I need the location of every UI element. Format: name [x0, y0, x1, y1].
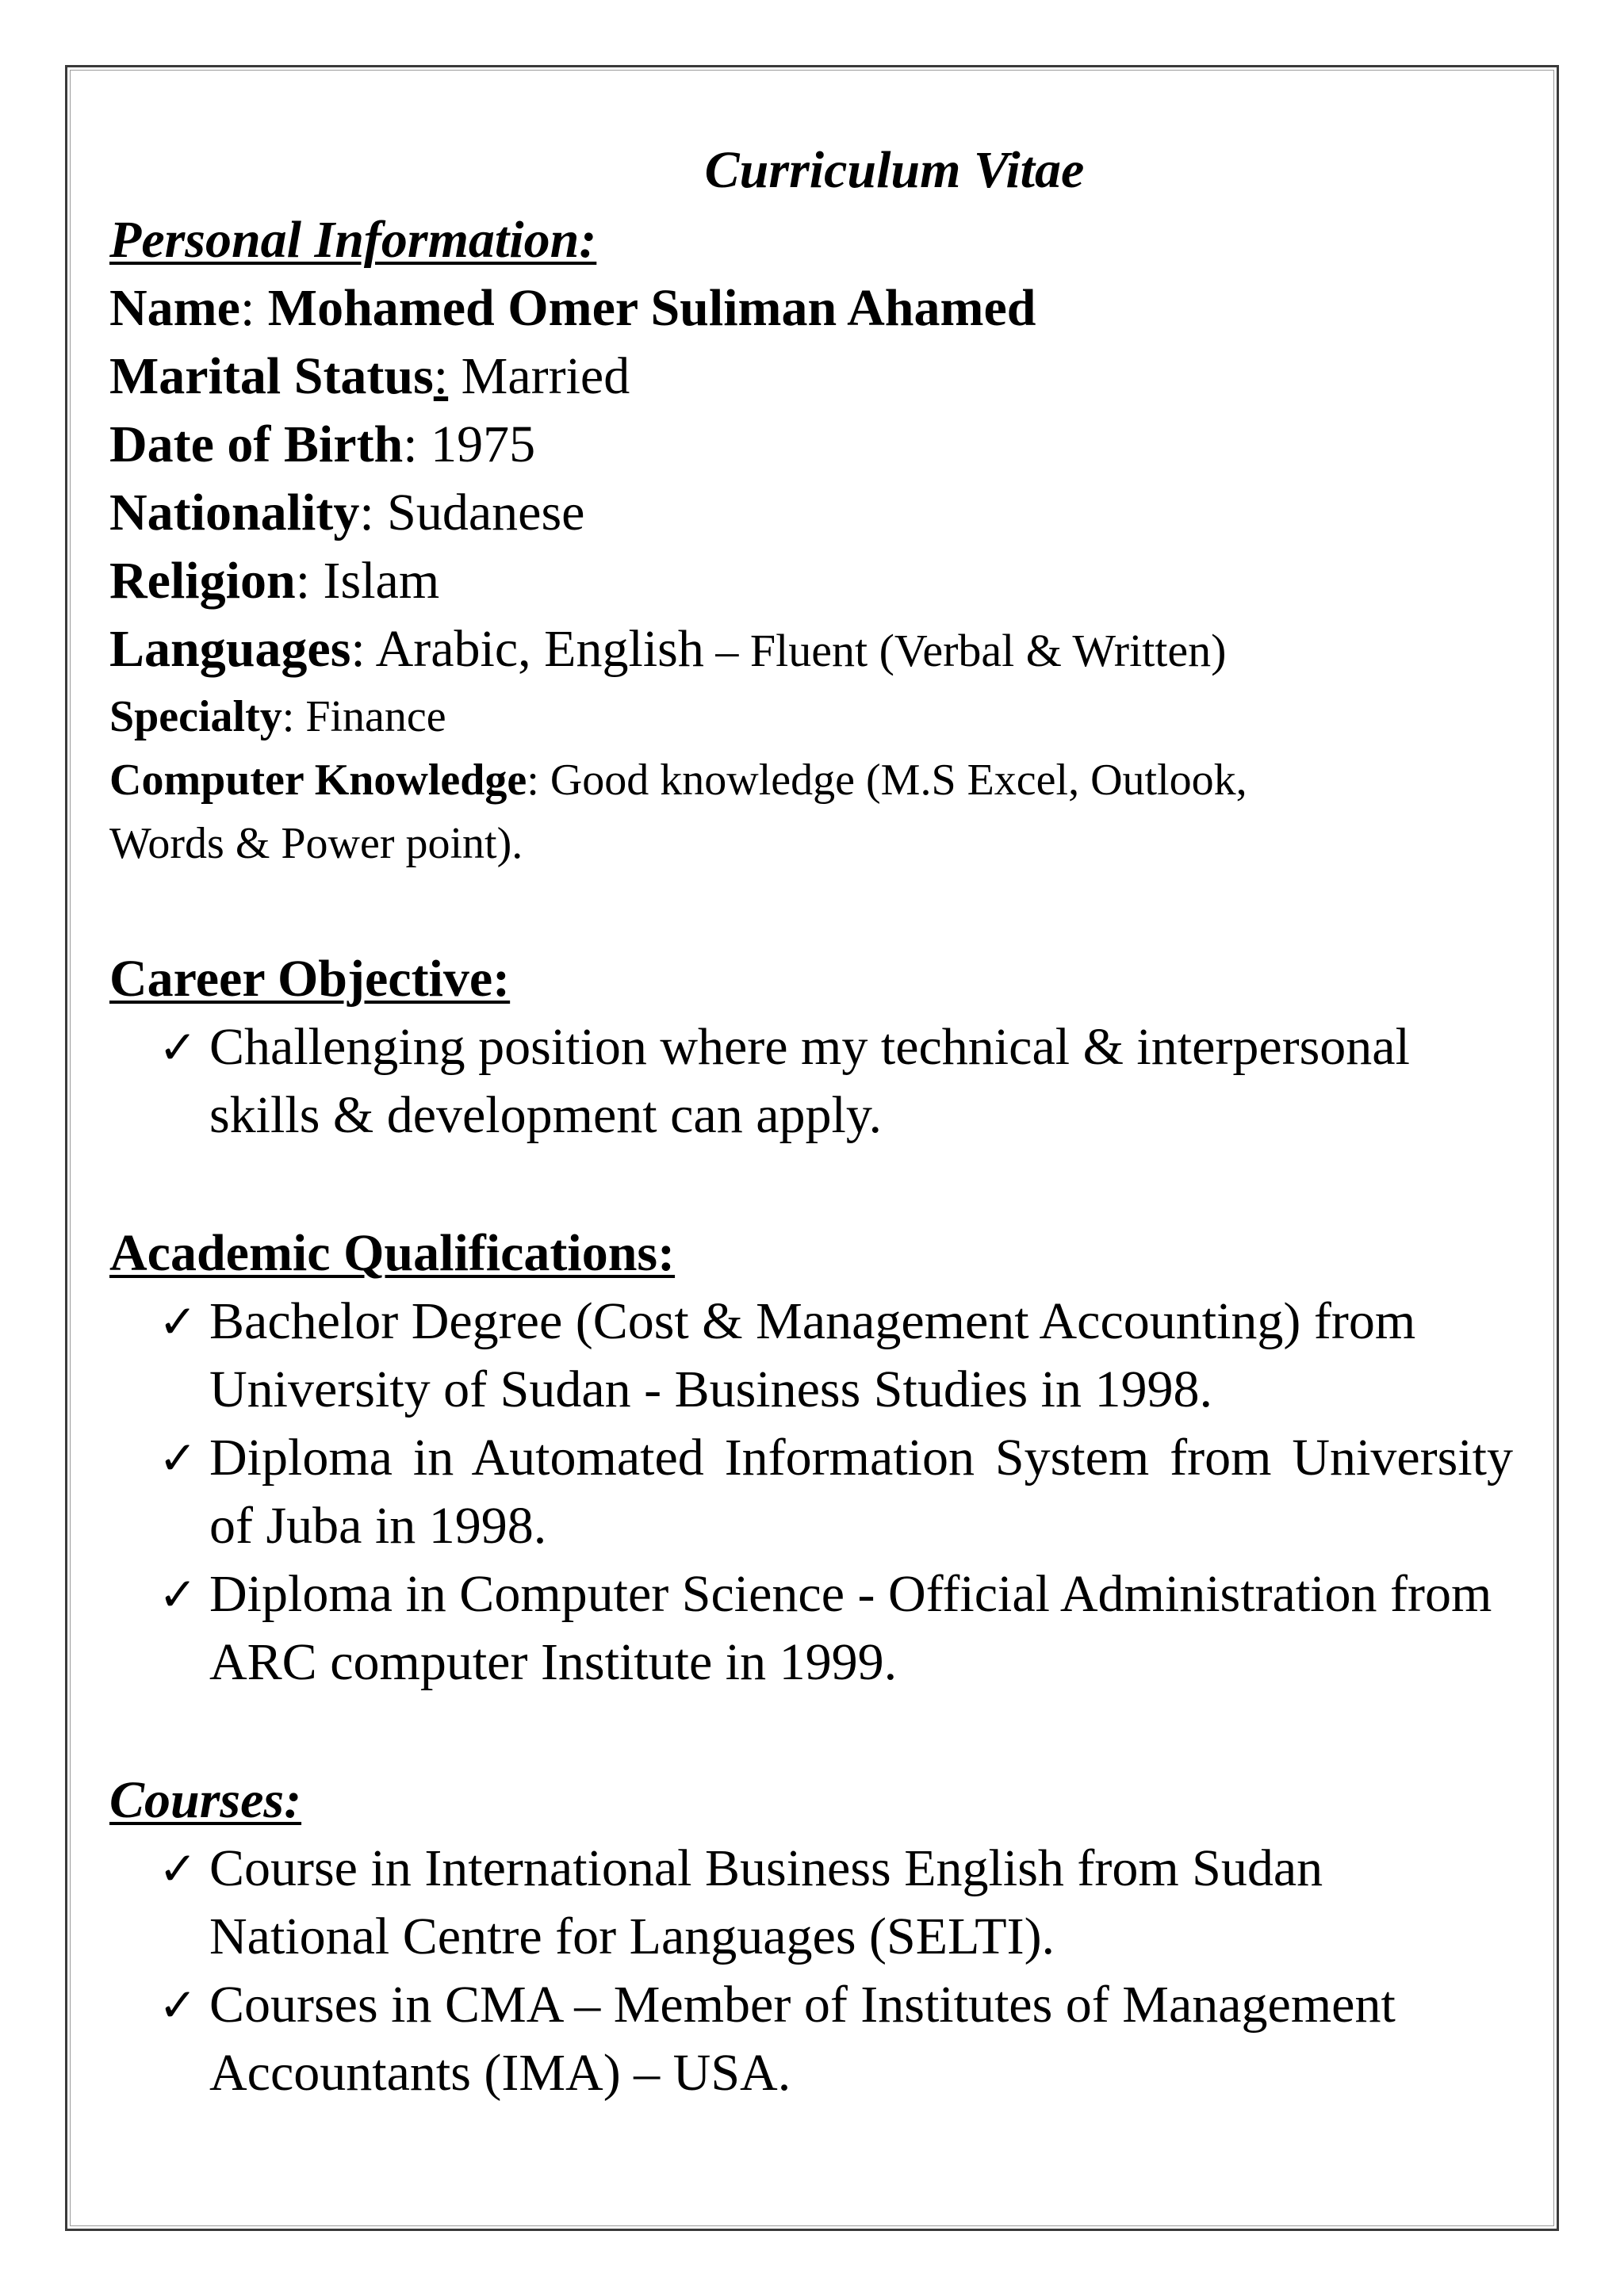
courses-heading: Courses: — [109, 1771, 302, 1829]
nationality-value: : Sudanese — [359, 484, 585, 541]
list-item: ✓ Courses in CMA – Member of Institutes of Management Accountants (IMA) – USA. — [109, 1971, 1513, 2107]
career-list — [109, 1013, 1521, 1150]
marital-row: Marital Status: Married — [109, 347, 630, 405]
religion-value: : Islam — [295, 552, 440, 610]
languages-value: : Arabic, English — [350, 620, 704, 678]
check-icon: ✓ — [159, 1567, 197, 1621]
dob-row — [109, 411, 1521, 479]
computer-row-cont — [109, 812, 1521, 875]
dob-label: Date of Birth — [109, 415, 404, 473]
academic-section — [109, 1219, 1521, 1288]
check-icon: ✓ — [159, 1431, 197, 1485]
specialty-value: : Finance — [282, 692, 446, 741]
academic-list — [109, 1288, 1521, 1697]
computer-value: : Good knowledge (M.S Excel, Outlook, — [527, 756, 1247, 805]
computer-row — [109, 748, 1521, 812]
religion-row — [109, 547, 1521, 615]
languages-label: Languages — [109, 620, 351, 678]
cv-content — [109, 135, 1521, 2107]
document-title: Curriculum Vitae — [704, 141, 1085, 199]
specialty-label: Specialty — [109, 692, 282, 741]
personal-info-heading: Personal Information: — [109, 211, 597, 269]
computer-label: Computer Knowledge — [109, 756, 527, 805]
languages-row — [109, 615, 1521, 685]
check-icon: ✓ — [159, 1978, 197, 2032]
list-item: ✓ Diploma in Computer Science - Official Administration from ARC computer Institute in 1999. — [109, 1560, 1513, 1697]
languages-note: – Fluent (Verbal & Written) — [703, 625, 1227, 676]
check-icon: ✓ — [159, 1295, 197, 1349]
computer-value-cont: Words & Power point). — [109, 819, 523, 868]
check-icon: ✓ — [159, 1020, 197, 1074]
list-item: ✓ Challenging position where my technical & interpersonal skills & development can apply. — [109, 1013, 1513, 1150]
nationality-label: Nationality — [109, 484, 360, 541]
religion-label: Religion — [109, 552, 296, 610]
list-item: ✓ Course in International Business English from Sudan National Centre for Languages (SELTI). — [109, 1835, 1513, 1971]
dob-value: : 1975 — [403, 415, 536, 473]
specialty-row — [109, 685, 1521, 748]
career-heading: Career Objective: — [109, 950, 511, 1008]
personal-info-section — [109, 206, 1521, 274]
academic-heading: Academic Qualifications: — [109, 1224, 676, 1282]
name-value: Mohamed Omer Suliman Ahamed — [267, 279, 1036, 337]
marital-value: Married — [448, 347, 630, 405]
nationality-row — [109, 479, 1521, 547]
check-icon: ✓ — [159, 1842, 197, 1896]
marital-label: Marital Status — [109, 347, 434, 405]
name-row: Name: Mohamed Omer Suliman Ahamed — [109, 279, 1036, 337]
name-label: Name — [109, 279, 240, 337]
courses-list — [109, 1835, 1521, 2107]
career-section — [109, 945, 1521, 1013]
list-item: ✓ Bachelor Degree (Cost & Management Accounting) from University of Sudan - Business Studies in 1998. — [109, 1288, 1513, 1424]
courses-section — [109, 1766, 1521, 1835]
list-item: ✓ Diploma in Automated Information System from University of Juba in 1998. — [109, 1424, 1513, 1560]
